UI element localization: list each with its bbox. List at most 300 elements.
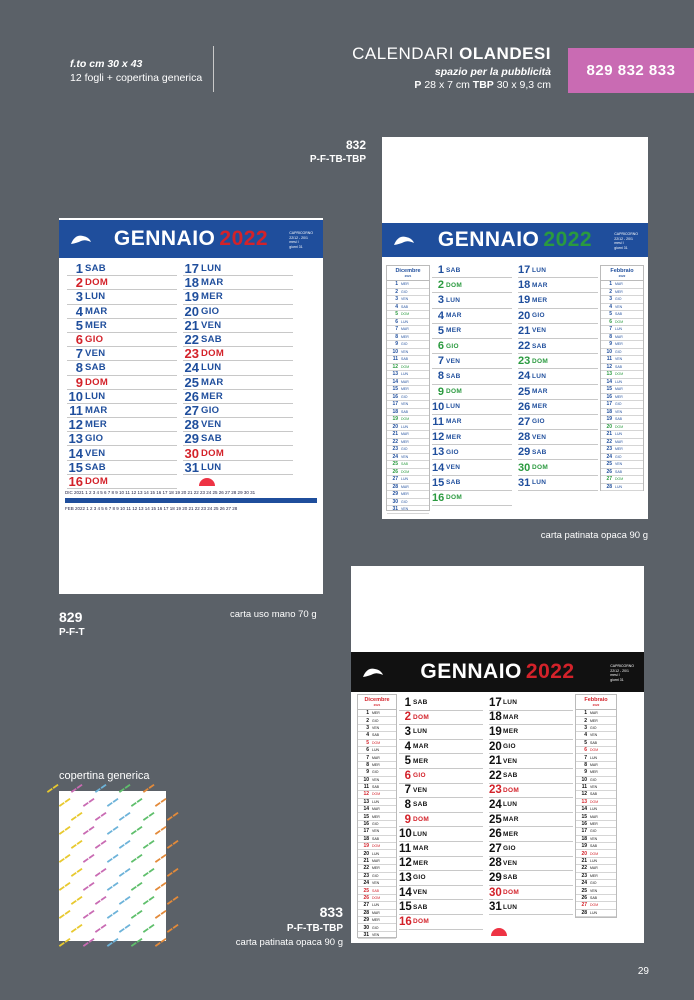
year-title: 2022 [525, 660, 575, 683]
day-row [399, 711, 483, 726]
day-row [67, 333, 177, 347]
day-row [183, 290, 293, 304]
day-name: GIO [201, 404, 220, 416]
day-number: 24 [184, 360, 199, 376]
day-number: 12 [399, 857, 412, 870]
mini-row: 10 VEN [358, 777, 396, 784]
day-row [399, 842, 483, 857]
day-row [518, 400, 598, 415]
day-number: 22 [489, 769, 502, 782]
day-name: MAR [413, 845, 429, 853]
day-number: 16 [68, 473, 83, 489]
pattern-mark: ▬▬ [105, 795, 121, 809]
mini-row: 19 SAB [601, 416, 643, 424]
mini-month-title: Febbraio 2022 [601, 266, 643, 281]
mini-row: 3 GIO [576, 725, 616, 732]
day-number: 28 [518, 431, 531, 444]
mini-row: 23 GIO [358, 873, 396, 880]
mini-row: 6 DOM [576, 747, 616, 754]
day-row [489, 857, 573, 872]
paper-833: carta patinata opaca 90 g [235, 937, 343, 948]
mini-row: 12 SAB [601, 364, 643, 372]
mini-row: 25 VEN [576, 887, 616, 894]
mini-row: 19 DOM [358, 843, 396, 850]
day-name: VEN [503, 757, 518, 765]
day-number: 14 [432, 461, 445, 474]
day-row [67, 390, 177, 404]
day-row [67, 319, 177, 333]
day-row [489, 886, 573, 901]
day-number: 24 [489, 798, 502, 811]
mini-row: 24 GIO [576, 880, 616, 887]
day-name: MER [532, 403, 548, 411]
day-row [518, 460, 598, 475]
day-row [432, 309, 512, 324]
mini-row: 24 VEN [387, 454, 429, 462]
day-row [489, 871, 573, 886]
mini-row: 2 GIO [358, 717, 396, 724]
day-number: 23 [184, 346, 199, 362]
mini-month-year: 2022 [592, 703, 600, 707]
mini-row: 4 VEN [576, 732, 616, 739]
mini-row: 23 MER [576, 873, 616, 880]
mini-row: 1 MAR [576, 710, 616, 717]
pattern-mark: ▬▬ [141, 781, 157, 795]
day-name: DOM [532, 357, 549, 365]
pattern-mark: ▬▬ [57, 935, 73, 949]
day-name: SAB [503, 874, 518, 882]
day-number: 15 [432, 476, 445, 489]
day-name: GIO [201, 305, 220, 317]
day-name: GIO [532, 312, 545, 320]
day-number: 2 [437, 279, 444, 292]
day-row [432, 324, 512, 339]
mini-row: 2 MER [576, 717, 616, 724]
pattern-mark: ▬▬ [141, 809, 157, 823]
mini-row: 3 VEN [358, 725, 396, 732]
mini-row: 8 MAR [576, 762, 616, 769]
days-columns [67, 262, 293, 489]
day-name: VEN [85, 447, 106, 459]
mini-row: 14 MAR [387, 379, 429, 387]
mini-row: 28 LUN [576, 910, 616, 917]
day-row [489, 784, 573, 799]
mini-row: 5 DOM [358, 740, 396, 747]
day-number: 18 [489, 711, 502, 724]
day-row [518, 415, 598, 430]
pattern-mark: ▬▬ [165, 893, 181, 907]
day-number: 31 [184, 459, 199, 475]
day-number: 11 [69, 402, 83, 418]
day-number: 20 [518, 309, 531, 322]
day-name: MER [503, 830, 519, 838]
mini-row: 18 SAB [358, 836, 396, 843]
mini-row: 14 LUN [601, 379, 643, 387]
pattern-mark: ▬▬ [141, 865, 157, 879]
day-name: GIO [413, 874, 426, 882]
day-row [432, 278, 512, 293]
day-number: 16 [399, 915, 412, 928]
mini-row: 27 DOM [576, 902, 616, 909]
day-number: 31 [489, 901, 502, 914]
pattern-mark: ▬▬ [117, 865, 133, 879]
mini-row: 27 LUN [358, 902, 396, 909]
day-name: DOM [201, 348, 225, 360]
title-light: CALENDARI [352, 44, 454, 63]
day-number: 26 [489, 828, 502, 841]
day-name: LUN [201, 362, 222, 374]
mini-month-title: Dicembre 2021 [387, 266, 429, 281]
day-number: 26 [184, 388, 199, 404]
mini-row: 17 VEN [387, 401, 429, 409]
mini-row: 1 MER [387, 281, 429, 289]
day-number: 5 [404, 755, 411, 768]
mini-row: 28 MAR [358, 910, 396, 917]
day-number: 9 [75, 374, 83, 390]
day-number: 27 [489, 842, 502, 855]
day-row [399, 696, 483, 711]
mini-row: 13 DOM [601, 371, 643, 379]
day-name: LUN [503, 699, 518, 707]
mini-row: 8 MER [358, 762, 396, 769]
day-name: VEN [503, 859, 518, 867]
code-829: 829 [59, 609, 83, 625]
day-number: 10 [68, 388, 83, 404]
pattern-mark: ▬▬ [81, 795, 97, 809]
mini-row: 3 VEN [387, 296, 429, 304]
mini-row: 15 MAR [576, 813, 616, 820]
day-row [183, 361, 293, 375]
mini-row: 2 GIO [387, 289, 429, 297]
mini-row: 30 GIO [387, 499, 429, 507]
mini-row: 22 MAR [576, 865, 616, 872]
day-number: 27 [184, 402, 199, 418]
mini-row: 15 MAR [601, 386, 643, 394]
pattern-mark: ▬▬ [117, 809, 133, 823]
mini-row: 18 SAB [387, 409, 429, 417]
mini-month-title: Dicembre 2021 [358, 695, 396, 710]
day-name: SAB [503, 772, 518, 780]
day-number: 31 [518, 476, 531, 489]
mini-row: 23 GIO [387, 446, 429, 454]
subtitle: spazio per la pubblicità [434, 66, 551, 78]
day-name: VEN [201, 419, 222, 431]
mini-row: 4 SAB [387, 304, 429, 312]
pattern-mark: ▬▬ [105, 851, 121, 865]
mini-row: 28 LUN [601, 484, 643, 492]
mini-row: 16 MER [601, 394, 643, 402]
day-row [518, 339, 598, 354]
day-name: MER [201, 390, 224, 402]
day-number: 12 [432, 431, 445, 444]
mini-row: 10 GIO [601, 349, 643, 357]
day-number: 20 [489, 740, 502, 753]
mini-row: 11 VEN [601, 356, 643, 364]
pattern-mark: ▬▬ [93, 837, 109, 851]
pattern-mark: ▬▬ [153, 879, 169, 893]
day-row [518, 293, 598, 308]
mini-row: 19 SAB [576, 843, 616, 850]
pattern-mark: ▬▬ [69, 837, 85, 851]
day-row [489, 696, 573, 711]
day-column [489, 696, 573, 930]
day-row [432, 385, 512, 400]
mini-month [386, 265, 430, 511]
day-name: MER [85, 419, 108, 431]
day-row [518, 309, 598, 324]
pattern-mark: ▬▬ [69, 893, 85, 907]
mini-row: 21 LUN [601, 431, 643, 439]
day-row [432, 263, 512, 278]
day-number: 5 [75, 317, 83, 333]
day-name: MER [446, 327, 462, 335]
day-row [183, 404, 293, 418]
day-number: 24 [518, 370, 531, 383]
mini-row: 17 GIO [601, 401, 643, 409]
day-name: DOM [413, 713, 430, 721]
mini-row: 26 DOM [387, 469, 429, 477]
day-number: 6 [75, 332, 83, 348]
mini-row: 18 VEN [601, 409, 643, 417]
day-row [67, 262, 177, 276]
month-title: GENNAIO [420, 660, 522, 683]
day-number: 18 [518, 279, 531, 292]
calendar-829 [59, 218, 323, 594]
day-name: MAR [446, 418, 462, 426]
pattern-mark: ▬▬ [81, 907, 97, 921]
month-band [382, 223, 648, 257]
day-name: GIO [85, 334, 104, 346]
day-number: 4 [437, 309, 444, 322]
day-name: VEN [532, 327, 547, 335]
day-number: 27 [518, 415, 531, 428]
pattern-mark: ▬▬ [45, 781, 61, 795]
day-row [183, 305, 293, 319]
divider [213, 46, 214, 92]
day-row [432, 354, 512, 369]
pattern-mark: ▬▬ [117, 781, 133, 795]
day-row [432, 369, 512, 384]
day-row [489, 769, 573, 784]
day-name: DOM [446, 388, 463, 396]
day-name: LUN [413, 830, 428, 838]
day-name: SAB [201, 433, 222, 445]
day-number: 22 [184, 332, 199, 348]
logo-icon [361, 665, 385, 679]
day-name: LUN [201, 263, 222, 275]
day-name: LUN [85, 390, 106, 402]
day-number: 3 [75, 289, 83, 305]
day-row [399, 886, 483, 901]
day-number: 3 [437, 294, 444, 307]
mini-row: 7 LUN [576, 754, 616, 761]
month-band [59, 220, 323, 258]
page-number: 29 [637, 966, 649, 977]
day-column [183, 262, 293, 489]
day-column [67, 262, 177, 489]
day-row [67, 404, 177, 418]
pattern-mark: ▬▬ [153, 907, 169, 921]
code-832: 832 [345, 138, 366, 152]
mini-row: 26 SAB [601, 469, 643, 477]
day-name: VEN [413, 889, 428, 897]
day-name: VEN [532, 433, 547, 441]
pattern-mark: ▬▬ [81, 935, 97, 949]
mini-row: 4 SAB [358, 732, 396, 739]
pattern-mark: ▬▬ [153, 795, 169, 809]
pattern-mark: ▬▬ [81, 823, 97, 837]
day-row [518, 476, 598, 491]
days-columns [432, 263, 598, 506]
mini-row: 16 GIO [358, 821, 396, 828]
day-number: 1 [404, 696, 411, 709]
day-name: VEN [413, 786, 428, 794]
page-header [352, 44, 551, 91]
mini-row: 26 SAB [576, 895, 616, 902]
pattern-mark: ▬▬ [105, 907, 121, 921]
day-name: LUN [201, 461, 222, 473]
strip-dic: DIC 2021 1 2 3 4 5 6 7 8 9 10 11 12 13 14 15 16 17 18 19 20 21 22 23 24 25 26 27 28 29 30 31 [65, 490, 256, 495]
day-number: 14 [399, 886, 412, 899]
day-name: DOM [85, 376, 109, 388]
day-name: VEN [201, 319, 222, 331]
day-row [67, 305, 177, 319]
day-number: 3 [404, 725, 411, 738]
day-number: 19 [489, 725, 502, 738]
month-title: GENNAIO [113, 227, 216, 250]
day-number: 15 [68, 459, 83, 475]
day-number: 25 [518, 385, 531, 398]
day-row [518, 369, 598, 384]
pattern-mark: ▬▬ [93, 921, 109, 935]
day-name: VEN [446, 464, 461, 472]
day-name: VEN [446, 357, 461, 365]
day-name: LUN [532, 266, 547, 274]
product-codes-badge: 829 832 833 [568, 48, 694, 93]
mini-row: 28 MAR [387, 484, 429, 492]
day-number: 2 [75, 275, 83, 291]
mini-row: 16 GIO [387, 394, 429, 402]
day-row [399, 827, 483, 842]
day-number: 9 [437, 385, 444, 398]
day-number: 28 [184, 417, 199, 433]
day-number: 19 [518, 294, 531, 307]
days-columns [399, 696, 573, 930]
paper-829: carta uso mano 70 g [230, 609, 317, 620]
day-name: DOM [85, 277, 109, 289]
pattern-mark: ▬▬ [165, 865, 181, 879]
day-number: 20 [184, 303, 199, 319]
pattern-mark: ▬▬ [153, 851, 169, 865]
day-number: 4 [404, 740, 411, 753]
pattern-mark: ▬▬ [153, 823, 169, 837]
day-number: 17 [518, 264, 531, 277]
mini-row: 5 DOM [387, 311, 429, 319]
day-column [518, 263, 598, 506]
paper-832: carta patinata opaca 90 g [540, 530, 648, 541]
calendar-832 [382, 137, 648, 519]
mini-row: 22 MER [387, 439, 429, 447]
day-name: MAR [446, 312, 462, 320]
pattern-mark: ▬▬ [69, 781, 85, 795]
mini-row: 1 MAR [601, 281, 643, 289]
day-number: 14 [68, 445, 83, 461]
mini-row: 8 MER [387, 334, 429, 342]
day-number: 18 [184, 275, 199, 291]
day-row [518, 445, 598, 460]
mini-row: 7 LUN [601, 326, 643, 334]
day-number: 7 [75, 346, 83, 362]
day-name: MAR [503, 816, 519, 824]
day-row [432, 460, 512, 475]
day-number: 29 [518, 446, 531, 459]
day-number: 6 [437, 340, 444, 353]
mini-row: 9 MER [601, 341, 643, 349]
pattern-mark: ▬▬ [129, 935, 145, 949]
day-row [67, 376, 177, 390]
day-number: 21 [184, 317, 199, 333]
day-row [489, 827, 573, 842]
day-name: GIO [532, 418, 545, 426]
pattern-mark: ▬▬ [105, 879, 121, 893]
day-row [432, 476, 512, 491]
format-sheets: 12 fogli + copertina generica [70, 72, 203, 84]
day-number: 30 [518, 461, 531, 474]
variant-829: P-F-T [59, 627, 85, 638]
day-row [399, 813, 483, 828]
pattern-mark: ▬▬ [141, 837, 157, 851]
day-number: 6 [404, 769, 411, 782]
mini-row: 9 GIO [358, 769, 396, 776]
mini-row: 12 SAB [576, 791, 616, 798]
day-number: 1 [75, 261, 83, 277]
day-row [489, 754, 573, 769]
day-name: GIO [446, 448, 459, 456]
day-row [518, 354, 598, 369]
calendar-833 [351, 566, 644, 943]
day-name: GIO [503, 845, 516, 853]
pattern-mark: ▬▬ [57, 907, 73, 921]
day-number: 11 [432, 415, 444, 428]
day-row [518, 263, 598, 278]
mini-row: 10 GIO [576, 777, 616, 784]
day-name: MAR [532, 281, 548, 289]
day-number: 23 [518, 355, 531, 368]
mini-row: 31 VEN [358, 932, 396, 939]
day-row [518, 278, 598, 293]
mini-row: 23 MER [601, 446, 643, 454]
day-row [432, 339, 512, 354]
day-row [432, 400, 512, 415]
mini-month-year: 2021 [373, 703, 381, 707]
mini-row: 11 SAB [387, 356, 429, 364]
mini-row: 8 MAR [601, 334, 643, 342]
mini-row: 22 MER [358, 865, 396, 872]
pattern-mark: ▬▬ [105, 935, 121, 949]
day-name: MAR [532, 388, 548, 396]
mini-row: 20 DOM [576, 850, 616, 857]
strip-bar [65, 498, 317, 503]
day-row [183, 461, 293, 475]
day-row [432, 293, 512, 308]
day-name: LUN [503, 801, 518, 809]
mini-row: 20 DOM [601, 424, 643, 432]
day-name: GIO [413, 772, 426, 780]
day-number: 12 [68, 417, 83, 433]
cover-label: copertina generica [59, 770, 150, 782]
pattern-mark: ▬▬ [81, 879, 97, 893]
day-row [399, 725, 483, 740]
